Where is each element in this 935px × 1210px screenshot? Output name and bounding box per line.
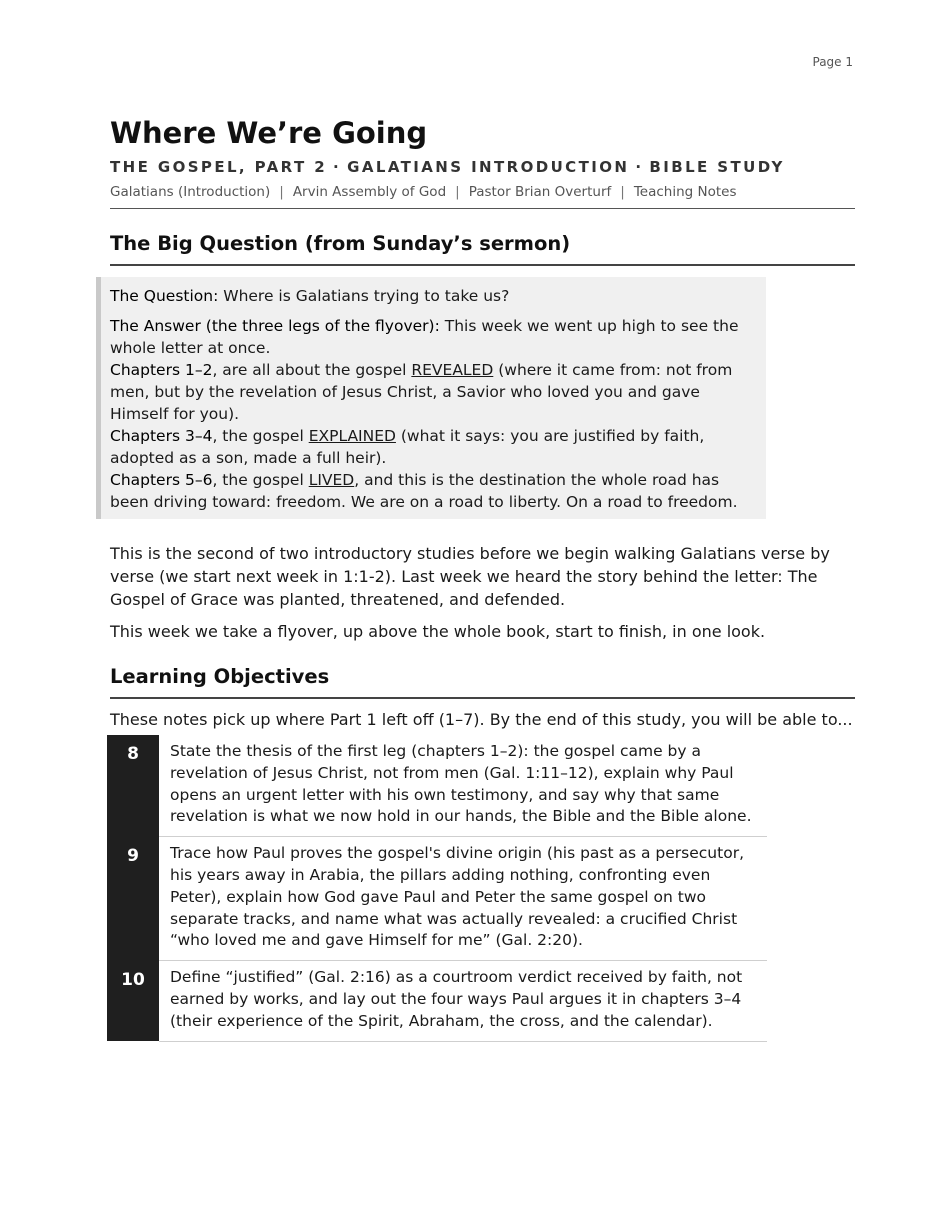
objective-text: Trace how Paul proves the gospel's divine origin (his past as a persecutor, his years away in Arabia, the pillars adding nothing, confronting even Peter), explain how God gave Paul and Peter the same gospel on two separate tracks, and name what was actually revealed: a crucified Christ “who loved me and gave Himself for me” (Gal. 2:20). [159, 837, 767, 961]
intro-paragraph-1: This is the second of two introductory studies before we begin walking Galatians verse by verse (we start next week in 1:1-2). Last week we heard the story behind the letter: The Gospel of Grace was planted, threatened, and defended. [110, 544, 830, 609]
page-number: Page 1 [812, 55, 853, 69]
revealed-keyword: REVEALED [411, 361, 494, 379]
subtitle [110, 157, 855, 177]
chapters-1-2-text: , are all about the gospel [212, 361, 412, 379]
page-title: Where We’re Going [110, 116, 428, 150]
chapters-3-4-text-end: (what it says: you are justified by faith, adopted as a son, made a full heir). [110, 427, 705, 467]
objective-number: 9 [107, 837, 159, 961]
objective-number: 10 [107, 961, 159, 1041]
meta-line [110, 183, 855, 209]
question-text: Where is Galatians trying to take us? [218, 287, 510, 305]
chapters-5-6-label: Chapters 5–6 [110, 471, 213, 489]
meta-pastor: Pastor Brian Overturf [468, 184, 612, 200]
learning-objectives-intro: These notes pick up where Part 1 left off (1–7). By the end of this study, you will be able to... [110, 710, 853, 729]
meta-separator: | [279, 184, 284, 200]
meta-separator: | [620, 184, 625, 200]
chapters-1-2-text-end: (where it came from: not from men, but by the revelation of Jesus Christ, a Savior who loved you and gave Himself for you). [110, 361, 733, 423]
meta-separator: | [455, 184, 460, 200]
question-label: The Question: [110, 287, 219, 305]
chapters-3-4-line [110, 425, 758, 469]
answer-text: This week we went up high to see the whole letter at once. [110, 317, 739, 357]
subtitle-separator: · [333, 158, 342, 176]
chapters-3-4-text: , the gospel [212, 427, 309, 445]
chapters-1-2-label: Chapters 1–2 [110, 361, 213, 379]
table-row [107, 837, 767, 961]
meta-type: Teaching Notes [633, 184, 737, 200]
table-row [107, 961, 767, 1041]
learning-objectives-heading: Learning Objectives [110, 664, 855, 699]
answer-line [110, 315, 758, 359]
content [110, 112, 855, 1042]
table-row [107, 735, 767, 837]
objective-text: State the thesis of the first leg (chapters 1–2): the gospel came by a revelation of Jesus Christ, not from men (Gal. 1:11–12), explain why Paul opens an urgent letter with his own testimony, and say why that same revelation is what we now hold in our hands, the Bible and the Bible alone. [159, 735, 767, 837]
subtitle-topic: GALATIANS INTRODUCTION [347, 158, 630, 176]
big-question-callout [96, 277, 766, 519]
big-question-heading: The Big Question (from Sunday’s sermon) [110, 231, 855, 266]
subtitle-separator: · [635, 158, 644, 176]
meta-church: Arvin Assembly of God [292, 184, 447, 200]
subtitle-series: THE GOSPEL, PART 2 [110, 158, 328, 176]
chapters-5-6-text: , the gospel [212, 471, 309, 489]
objectives-table [107, 735, 767, 1042]
chapters-3-4-label: Chapters 3–4 [110, 427, 213, 445]
chapters-1-2-line [110, 359, 758, 425]
intro-paragraph-2: This week we take a flyover, up above the whole book, start to finish, in one look. [110, 622, 766, 641]
explained-keyword: EXPLAINED [308, 427, 396, 445]
chapters-5-6-line [110, 469, 758, 513]
objective-text: Define “justified” (Gal. 2:16) as a courtroom verdict received by faith, not earned by works, and lay out the four ways Paul argues it in chapters 3–4 (their experience of the Spirit, Abraham, the cross, and the calendar). [159, 961, 767, 1041]
lived-keyword: LIVED [308, 471, 355, 489]
meta-book: Galatians (Introduction) [110, 184, 271, 200]
chapters-5-6-text-end: , and this is the destination the whole road has been driving toward: freedom. We are on a road to liberty. On a road to freedom. [110, 471, 738, 511]
question-line [110, 285, 758, 307]
objective-number: 8 [107, 735, 159, 837]
subtitle-type: BIBLE STUDY [649, 158, 785, 176]
answer-label: The Answer (the three legs of the flyover): [110, 317, 440, 335]
